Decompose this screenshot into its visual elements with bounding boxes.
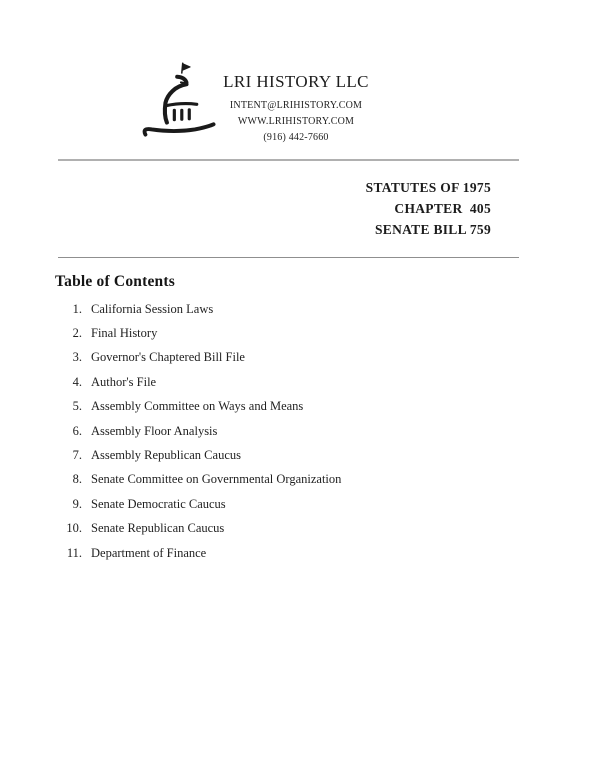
toc-item-number: 3. (72, 350, 82, 365)
company-contacts (210, 98, 382, 146)
toc-item-number: 1. (72, 301, 82, 316)
toc-item-label: California Session Laws (91, 301, 214, 316)
toc-item-number: 7. (72, 448, 82, 463)
toc-item-number: 9. (72, 496, 82, 511)
toc-item (55, 492, 525, 516)
toc-item (55, 443, 525, 467)
divider-top (58, 159, 519, 161)
toc-item-label: Department of Finance (91, 545, 207, 560)
company-name: LRI HISTORY LLC (223, 72, 369, 91)
company-email: INTENT@LRIHISTORY.COM (229, 100, 363, 111)
toc-item (55, 370, 525, 394)
toc-item-number: 4. (72, 374, 82, 389)
toc-list (55, 297, 525, 565)
toc-item (55, 321, 525, 345)
toc-item (55, 468, 525, 492)
toc-item-label: Assembly Floor Analysis (91, 423, 218, 438)
toc-item-label: Senate Republican Caucus (91, 521, 225, 536)
toc-item (55, 419, 525, 443)
toc-item-label: Senate Democratic Caucus (91, 496, 226, 511)
toc-item-label: Final History (91, 326, 158, 341)
toc-item (55, 395, 525, 419)
toc-item-number: 10. (66, 521, 82, 536)
toc-item-label: Governor's Chaptered Bill File (91, 350, 245, 365)
company-website: WWW.LRIHISTORY.COM (237, 116, 355, 127)
toc-item (55, 517, 525, 541)
statute-reference (366, 177, 491, 240)
divider-middle (58, 257, 519, 258)
company-phone: (916) 442-7660 (263, 132, 329, 143)
chapter-line: CHAPTER 405 (394, 201, 491, 216)
toc-title: Table of Contents (55, 273, 175, 290)
toc-item-number: 6. (72, 423, 82, 438)
toc-item-number: 5. (72, 399, 82, 414)
toc-item-number: 2. (72, 326, 82, 341)
toc-item (55, 297, 525, 321)
toc-item-label: Assembly Republican Caucus (91, 448, 241, 463)
toc-item (55, 541, 525, 565)
letterhead (210, 72, 382, 146)
toc-item-number: 11. (66, 545, 82, 560)
toc-item (55, 346, 525, 370)
toc-item-number: 8. (72, 472, 82, 487)
senate-bill-line: SENATE BILL 759 (374, 222, 491, 237)
capitol-dome-logo-icon (137, 58, 221, 144)
statutes-line: STATUTES OF 1975 (365, 180, 491, 195)
toc-item-label: Senate Committee on Governmental Organization (91, 472, 342, 487)
toc-item-label: Assembly Committee on Ways and Means (91, 399, 304, 414)
toc-item-label: Author's File (91, 374, 157, 389)
